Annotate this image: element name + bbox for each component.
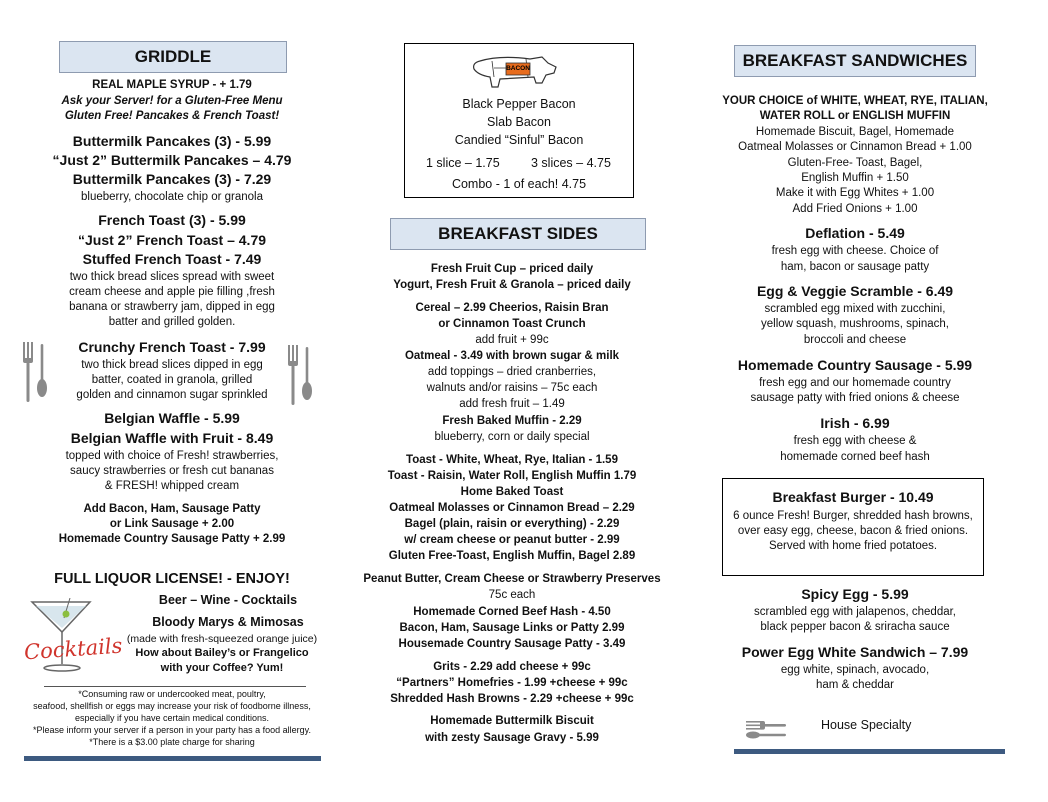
cocktails-script-logo: Cocktails [23,633,124,665]
side-item: w/ cream cheese or peanut butter - 2.99 [404,534,620,546]
side-item-desc: walnuts and/or raisins – 75c each [426,382,598,394]
menu-item-buttermilk-pancakes-flavored: Buttermilk Pancakes (3) - 7.29 [72,171,272,187]
pig-bacon-icon [470,53,560,91]
griddle-column [22,0,322,802]
menu-item-desc: batter, coated in granola, grilled [91,374,253,386]
side-item: or Cinnamon Toast Crunch [438,318,586,330]
menu-item-desc: homemade corned beef hash [780,451,930,463]
menu-item-desc: ham, bacon or sausage patty [780,261,930,273]
menu-item-desc: fresh egg with cheese. Choice of [771,245,939,257]
side-item: Fresh Baked Muffin - 2.29 [442,415,582,427]
menu-item-desc: black pepper bacon & sriracha sauce [760,621,950,633]
menu-item-stuffed-french-toast: Stuffed French Toast - 7.49 [82,251,262,267]
bacon-price-3: 3 slices – 4.75 [531,156,611,170]
side-item: Peanut Butter, Cream Cheese or Strawberry Preserves [363,573,661,585]
syrup-line: REAL MAPLE SYRUP - + 1.79 [92,79,252,91]
menu-item-just2-pancakes: “Just 2” Buttermilk Pancakes – 4.79 [52,152,292,168]
side-item: Yogurt, Fresh Fruit & Granola – priced daily [393,279,631,291]
menu-item-desc: over easy egg, cheese, bacon & fried onions. [737,525,969,537]
liquor-line-2: Bloody Marys & Mimosas [152,615,304,629]
menu-item-desc: banana or strawberry jam, dipped in egg [69,301,275,313]
side-item: Bagel (plain, raisin or everything) - 2.29 [404,518,620,530]
side-item: Oatmeal - 3.49 with brown sugar & milk [404,350,620,362]
disclaimer-divider [44,686,306,687]
bacon-type: Black Pepper Bacon [462,97,576,111]
sides-header: BREAKFAST SIDES [390,218,646,250]
liquor-line-5: with your Coffee? Yum! [160,662,284,674]
add-on-line: Add Bacon, Ham, Sausage Patty [83,503,261,515]
menu-item-desc: ham & cheddar [816,679,894,691]
add-on-line: or Link Sausage + 2.00 [109,518,235,530]
menu-item-desc: two thick bread slices spread with sweet [69,271,275,283]
menu-item-irish: Irish - 6.99 [820,415,890,431]
menu-item-desc: yellow squash, mushrooms, spinach, [761,318,949,330]
side-item-desc: add fresh fruit – 1.49 [459,398,565,410]
bread-option: English Muffin + 1.50 [801,172,909,184]
menu-item-desc: fresh egg and our homemade country [759,377,951,389]
bread-option: Gluten-Free- Toast, Bagel, [787,157,923,169]
menu-item-desc: cream cheese and apple pie filling ,fresh [69,286,275,298]
liquor-line-4: How about Bailey’s or Frangelico [135,647,309,659]
menu-item-desc: topped with choice of Fresh! strawberries, [65,450,279,462]
menu-item-desc: & FRESH! whipped cream [104,480,240,492]
side-item: with zesty Sausage Gravy - 5.99 [425,732,599,744]
bacon-combo: Combo - 1 of each! 4.75 [451,177,587,191]
menu-item-desc: two thick bread slices dipped in egg [81,359,263,371]
disclaimer-line: seafood, shellfish or eggs may increase your risk of foodborne illness, [33,701,311,711]
menu-item-country-sausage: Homemade Country Sausage - 5.99 [737,357,973,373]
menu-item-deflation: Deflation - 5.49 [805,225,905,241]
menu-item-desc: scrambled egg mixed with zucchini, [764,303,946,315]
pig-bacon-label: BACON [506,65,530,72]
fork-spoon-legend-icon [744,718,790,740]
left-footer-bar [24,756,321,761]
menu-item-desc: batter and grilled golden. [108,316,236,328]
side-item-desc: 75c each [488,589,536,601]
menu-item-just2-french-toast: “Just 2” French Toast – 4.79 [77,232,267,248]
disclaimer-line: *Please inform your server if a person in your party has a food allergy. [33,725,311,735]
side-item: Oatmeal Molasses or Cinnamon Bread – 2.29 [389,502,635,514]
side-item: Gluten Free-Toast, English Muffin, Bagel 2.89 [388,550,636,562]
right-footer-bar [734,749,1005,754]
menu-item-desc: saucy strawberries or fresh cut bananas [70,465,274,477]
fork-spoon-icon [20,340,50,406]
liquor-line-1: Beer – Wine - Cocktails [158,593,298,607]
gluten-line-1: Ask your Server! for a Gluten-Free Menu [61,95,283,107]
menu-item-buttermilk-pancakes: Buttermilk Pancakes (3) - 5.99 [72,133,272,149]
bread-option: Make it with Egg Whites + 1.00 [775,187,935,199]
menu-item-desc: broccoli and cheese [803,334,907,346]
bread-option: Add Fried Onions + 1.00 [792,203,918,215]
side-item: Shredded Hash Browns - 2.29 +cheese + 99c [390,693,634,705]
menu-item-power-egg-white: Power Egg White Sandwich – 7.99 [741,644,969,660]
menu-item-desc: Served with home fried potatoes. [768,540,938,552]
bacon-type: Slab Bacon [487,115,551,129]
menu-item-desc: fresh egg with cheese & [793,435,917,447]
menu-item-desc: egg white, spinach, avocado, [780,664,930,676]
menu-item-crunchy-french-toast: Crunchy French Toast - 7.99 [78,339,266,355]
menu-item-belgian-waffle: Belgian Waffle - 5.99 [104,410,240,426]
side-item: Toast - Raisin, Water Roll, English Muffin 1.79 [387,470,637,482]
side-item-desc: add fruit + 99c [475,334,549,346]
side-item: Housemade Country Sausage Patty - 3.49 [398,638,626,650]
liquor-title: FULL LIQUOR LICENSE! - ENJOY! [54,571,290,587]
bread-option: Homemade Biscuit, Bagel, Homemade [755,126,955,138]
disclaimer-line: especially if you have certain medical conditions. [74,713,270,723]
menu-item-desc: 6 ounce Fresh! Burger, shredded hash browns, [733,510,973,522]
menu-item-breakfast-burger: Breakfast Burger - 10.49 [772,489,934,505]
menu-item-desc: golden and cinnamon sugar sprinkled [76,389,268,401]
disclaimer-line: *Consuming raw or undercooked meat, poultry, [78,689,266,699]
side-item: Bacon, Ham, Sausage Links or Patty 2.99 [399,622,625,634]
bread-option: Oatmeal Molasses or Cinnamon Bread + 1.00 [738,141,972,153]
menu-item-egg-veggie-scramble: Egg & Veggie Scramble - 6.49 [756,283,954,299]
bacon-price-1: 1 slice – 1.75 [426,156,500,170]
bread-choice: YOUR CHOICE of WHITE, WHEAT, RYE, ITALIAN, [722,95,988,107]
bacon-type: Candied “Sinful” Bacon [454,133,584,147]
add-on-line: Homemade Country Sausage Patty + 2.99 [58,533,286,545]
house-specialty-label: House Specialty [821,718,912,732]
side-item: Grits - 2.29 add cheese + 99c [433,661,591,673]
side-item: Toast - White, Wheat, Rye, Italian - 1.59 [406,454,618,466]
menu-item-desc: scrambled egg with jalapenos, cheddar, [753,606,956,618]
side-item: Homemade Corned Beef Hash - 4.50 [413,606,611,618]
menu-item-spicy-egg: Spicy Egg - 5.99 [801,586,909,602]
fork-spoon-icon [285,343,315,409]
side-item: Fresh Fruit Cup – priced daily [430,263,594,275]
menu-item-french-toast: French Toast (3) - 5.99 [98,212,246,228]
menu-item-belgian-waffle-fruit: Belgian Waffle with Fruit - 8.49 [70,430,274,446]
side-item-desc: add toppings – dried cranberries, [427,366,597,378]
sandwiches-header: BREAKFAST SANDWICHES [734,45,976,77]
liquor-line-3: (made with fresh-squeezed orange juice) [126,633,318,645]
disclaimer-line: *There is a $3.00 plate charge for sharing [89,737,255,747]
side-item: Cereal – 2.99 Cheerios, Raisin Bran [415,302,609,314]
side-item: Homemade Buttermilk Biscuit [430,715,594,727]
menu-item-desc: blueberry, chocolate chip or granola [81,191,263,203]
gluten-line-2: Gluten Free! Pancakes & French Toast! [64,110,280,122]
side-item: Home Baked Toast [460,486,564,498]
side-item-desc: blueberry, corn or daily special [434,431,590,443]
side-item: “Partners” Homefries - 1.99 +cheese + 99c [396,677,628,689]
bread-choice: WATER ROLL or ENGLISH MUFFIN [759,110,951,122]
menu-item-desc: sausage patty with fried onions & cheese [750,392,960,404]
griddle-header: GRIDDLE [59,41,287,73]
